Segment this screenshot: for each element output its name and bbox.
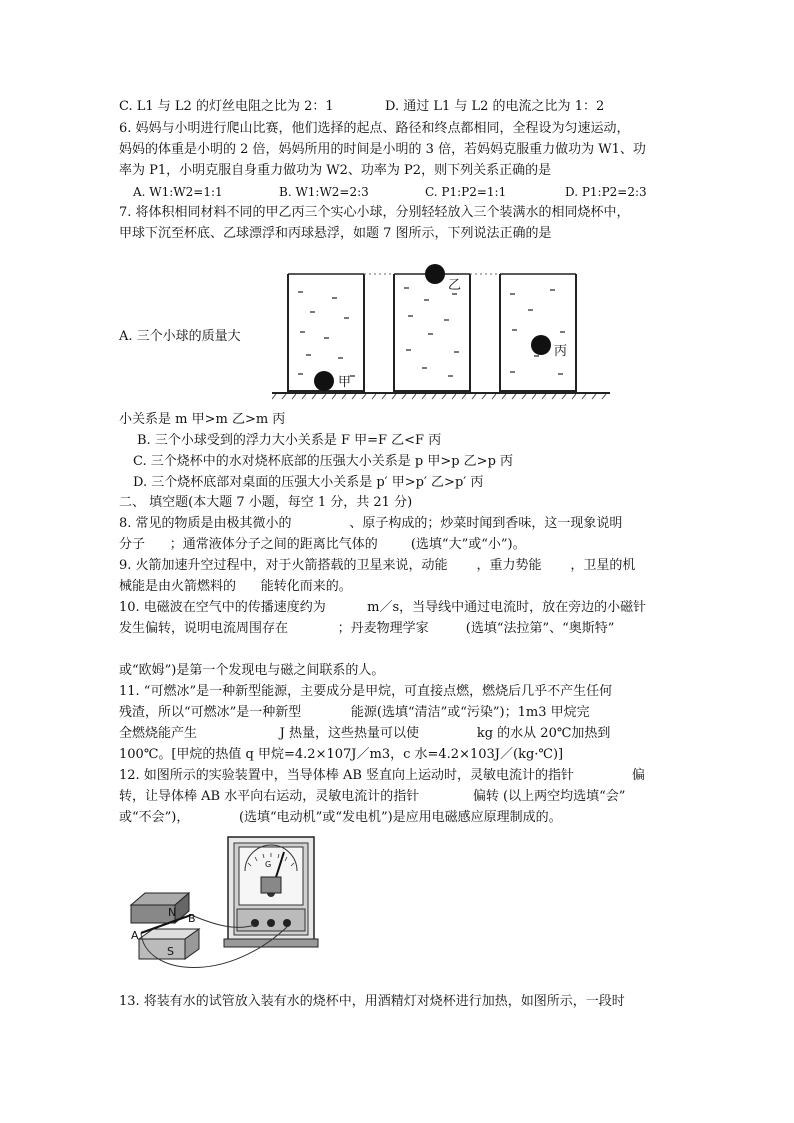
galvanometer-g-label: G — [265, 860, 272, 869]
q6-option-b: B. W1:W2=2:3 — [279, 185, 369, 199]
q7-option-a: A. 三个小球的质量大 — [119, 329, 241, 344]
q11-line4: 100℃。[甲烷的热值 q 甲烷=4.2×107J／m3，c 水=4.2×103J／(kg·℃)] — [119, 747, 564, 762]
q7-option-c: C. 三个烧杯中的水对烧杯底部的压强大小关系是 p 甲>p 乙>p 丙 — [133, 454, 514, 469]
q6-option-d: D. P1:P2=2:3 — [565, 185, 647, 199]
q6-stem-line1: 6. 妈妈与小明进行爬山比赛，他们选择的起点、路径和终点都相同，全程设为匀速运动， — [119, 121, 630, 136]
ball-yi-label: 乙 — [448, 278, 462, 293]
q11-line2: 残渣，所以“可燃冰”是一种新型 能源(选填“清洁”或“污染”)；1m3 甲烷完 — [119, 705, 590, 720]
q6-option-c: C. P1:P2=1:1 — [425, 185, 507, 199]
q8-line1: 8. 常见的物质是由极其微小的 、原子构成的；炒菜时闻到香味，这一现象说明 — [119, 516, 623, 531]
q9-line2: 械能是由火箭燃料的 能转化而来的。 — [119, 579, 352, 594]
q7-stem-line2: 甲球下沉至杯底、乙球漂浮和丙球悬浮，如题 7 图所示，下列说法正确的是 — [119, 226, 552, 241]
q7-stem-line1: 7. 将体积相同材料不同的甲乙丙三个实心小球，分别轻轻放入三个装满水的相同烧杯中， — [119, 205, 630, 220]
q6-option-a: A. W1:W2=1:1 — [133, 185, 223, 199]
ball-jia-label: 甲 — [338, 375, 352, 390]
q10-line3: 或“欧姆”)是第一个发现电与磁之间联系的人。 — [119, 663, 385, 678]
q8-line2: 分子 ；通常液体分子之间的距离比气体的 (选填“大”或“小”)。 — [119, 537, 526, 552]
q7-option-d: D. 三个烧杯底部对桌面的压强大小关系是 p′ 甲>p′ 乙>p′ 丙 — [133, 475, 484, 490]
q13-line1: 13. 将装有水的试管放入装有水的烧杯中，用酒精灯对烧杯进行加热，如图所示，一段时 — [119, 994, 625, 1009]
q5-option-d: D. 通过 L1 与 L2 的电流之比为 1：2 — [385, 99, 605, 114]
beakers-figure — [272, 260, 612, 400]
q10-line2: 发生偏转，说明电流周围存在 ；丹麦物理学家 (选填“法拉第”、“奥斯特” — [119, 621, 615, 636]
q7-option-a-cont: 小关系是 m 甲>m 乙>m 丙 — [119, 412, 286, 427]
q10-line1: 10. 电磁波在空气中的传播速度约为 m／s，当导线中通过电流时，放在旁边的小磁针 — [119, 600, 647, 615]
q5-option-c: C. L1 与 L2 的灯丝电阻之比为 2：1 — [119, 99, 334, 114]
q11-line1: 11. “可燃冰”是一种新型能源，主要成分是甲烷，可直接点燃，燃烧后几乎不产生任何 — [119, 684, 613, 699]
magnet-north-label: N — [168, 906, 177, 919]
q9-line1: 9. 火箭加速升空过程中，对于火箭搭载的卫星来说，动能 ，重力势能 ，卫星的机 — [119, 558, 636, 573]
q6-stem-line3: 率为 P1，小明克服自身重力做功为 W2、功率为 P2，则下列关系正确的是 — [119, 163, 552, 178]
q7-option-b: B. 三个小球受到的浮力大小关系是 F 甲=F 乙<F 丙 — [137, 433, 442, 448]
q6-stem-line2: 妈妈的体重是小明的 2 倍，妈妈所用的时间是小明的 3 倍，若妈妈克服重力做功为 W1、功 — [119, 142, 646, 157]
conductor-end-b-label: B — [188, 912, 196, 925]
ball-bing-label: 丙 — [554, 344, 568, 359]
q12-line2: 转，让导体棒 AB 水平向右运动，灵敏电流计的指针 偏转 (以上两空均选填“会” — [119, 789, 626, 804]
q11-line3: 全燃烧能产生 J 热量，这些热量可以使 kg 的水从 20℃加热到 — [119, 726, 611, 741]
q12-line3: 或“不会”)， (选填“电动机”或“发电机”)是应用电磁感应原理制成的。 — [119, 810, 562, 825]
conductor-end-a-label: A — [131, 929, 139, 942]
section-2-heading: 二、 填空题(本大题 7 小题，每空 1 分，共 21 分) — [119, 495, 413, 510]
magnet-south-label: S — [167, 945, 174, 958]
induction-apparatus-figure — [125, 835, 340, 985]
q12-line1: 12. 如图所示的实验装置中，当导体棒 AB 竖直向上运动时，灵敏电流计的指针 偏 — [119, 768, 645, 783]
